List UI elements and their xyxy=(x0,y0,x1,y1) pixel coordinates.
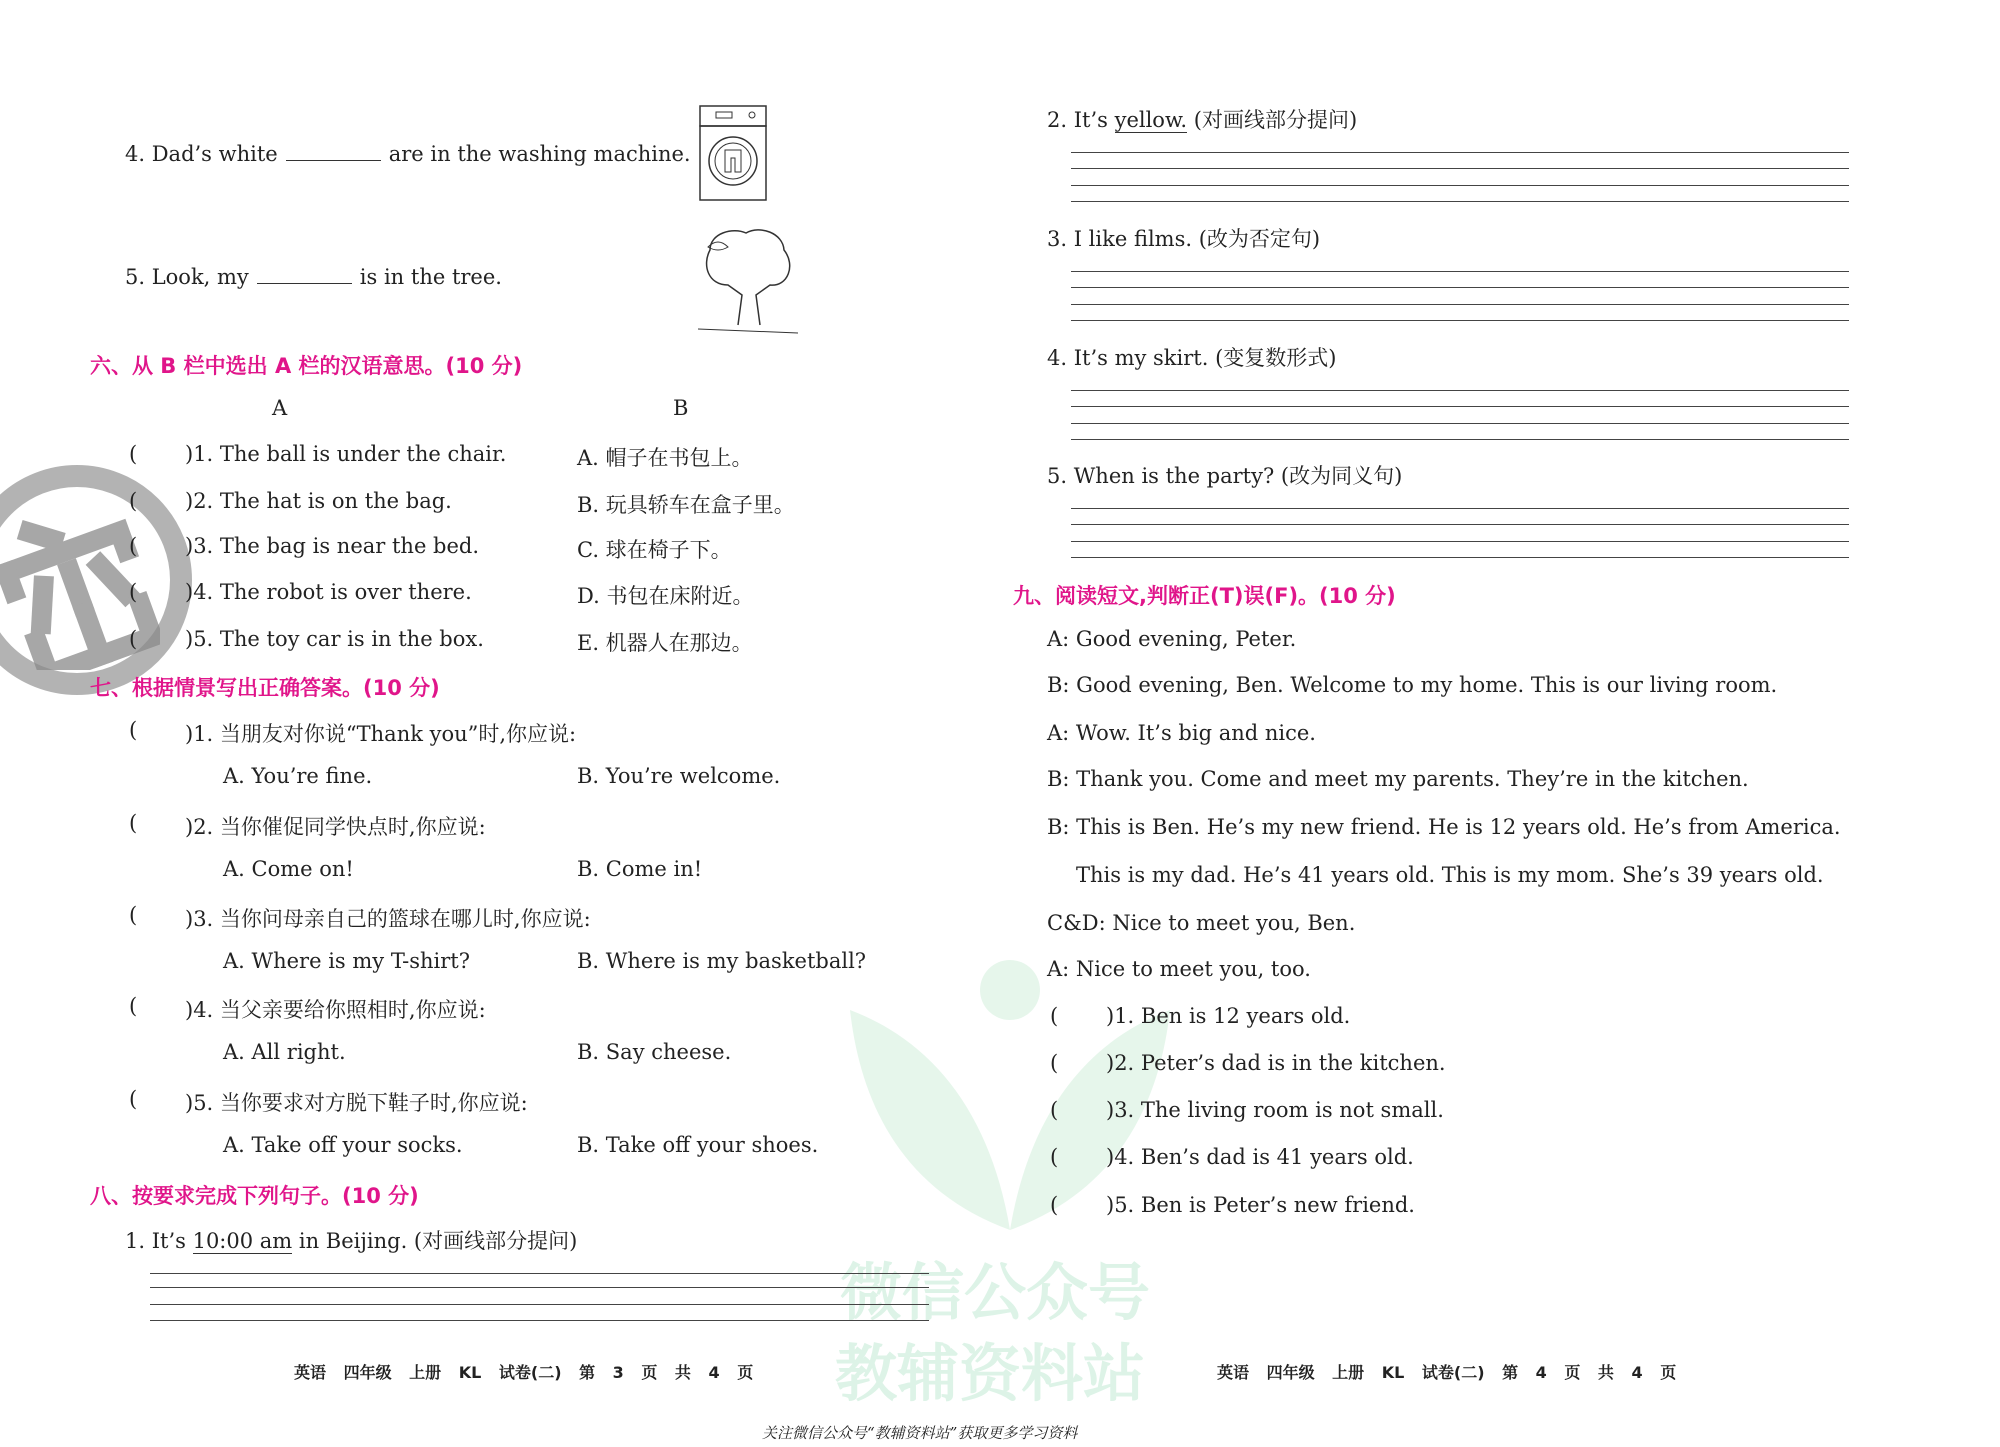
answer-paren[interactable]: ( xyxy=(129,627,138,651)
writing-line[interactable] xyxy=(1071,168,1849,169)
writing-line[interactable] xyxy=(150,1287,929,1288)
option-a: A. You’re fine. xyxy=(223,764,373,788)
dialog-line: B: Thank you. Come and meet my parents. They’re in the kitchen. xyxy=(1047,767,1749,791)
match-item-b: B. 玩具轿车在盒子里。 xyxy=(577,493,795,517)
answer-paren[interactable]: ( xyxy=(129,580,138,604)
left-page-footer: 英语 四年级 上册 KL 试卷(二) 第 3 页 共 4 页 xyxy=(294,1363,754,1382)
match-item-a: )2. The hat is on the bag. xyxy=(185,489,452,513)
section-6-title: 六、从 B 栏中选出 A 栏的汉语意思。(10 分) xyxy=(90,354,523,378)
option-a: A. All right. xyxy=(223,1040,346,1064)
match-item-a: )5. The toy car is in the box. xyxy=(185,627,484,651)
writing-line[interactable] xyxy=(1071,541,1849,542)
answer-paren[interactable]: ( xyxy=(129,442,138,466)
match-item-a: )4. The robot is over there. xyxy=(185,580,472,604)
watermark-line1: 微信公众号 xyxy=(840,1256,1151,1329)
answer-paren[interactable]: ( xyxy=(1050,1193,1059,1217)
situation-question: )5. 当你要求对方脱下鞋子时,你应说: xyxy=(185,1091,528,1115)
writing-line[interactable] xyxy=(1071,271,1849,272)
option-b: B. You’re welcome. xyxy=(577,764,781,788)
match-item-b: D. 书包在床附近。 xyxy=(577,584,754,608)
answer-paren[interactable]: ( xyxy=(1050,1145,1059,1169)
writing-line[interactable] xyxy=(1071,320,1849,321)
match-item-a: )1. The ball is under the chair. xyxy=(185,442,507,466)
bottom-note: 关注微信公众号“教辅资料站”获取更多学习资料 xyxy=(762,1424,1078,1442)
dialog-line: C&D: Nice to meet you, Ben. xyxy=(1047,911,1356,935)
writing-line[interactable] xyxy=(150,1273,929,1274)
watermark-line2: 教辅资料站 xyxy=(835,1337,1146,1410)
dialog-line: A: Wow. It’s big and nice. xyxy=(1047,721,1316,745)
writing-line[interactable] xyxy=(1071,287,1849,288)
writing-line[interactable] xyxy=(1071,185,1849,186)
option-b: B. Take off your shoes. xyxy=(577,1133,819,1157)
situation-question: )1. 当朋友对你说“Thank you”时,你应说: xyxy=(185,722,577,746)
right-q5: 5. When is the party? (改为同义句) xyxy=(1047,464,1403,488)
section-9-title: 九、阅读短文,判断正(T)误(F)。(10 分) xyxy=(1013,584,1396,608)
tf-question: )1. Ben is 12 years old. xyxy=(1106,1004,1351,1028)
writing-line[interactable] xyxy=(1071,390,1849,391)
right-q4: 4. It’s my skirt. (变复数形式) xyxy=(1047,346,1337,370)
option-a: A. Take off your socks. xyxy=(223,1133,463,1157)
tree-with-hat-icon xyxy=(698,225,798,335)
writing-line[interactable] xyxy=(1071,439,1849,440)
section-8-title: 八、按要求完成下列句子。(10 分) xyxy=(90,1184,419,1208)
option-b: B. Where is my basketball? xyxy=(577,949,867,973)
option-a: A. Come on! xyxy=(223,857,354,881)
writing-line[interactable] xyxy=(1071,406,1849,407)
writing-line[interactable] xyxy=(1071,304,1849,305)
option-a: A. Where is my T-shirt? xyxy=(223,949,470,973)
situation-question: )2. 当你催促同学快点时,你应说: xyxy=(185,815,486,839)
answer-paren[interactable]: ( xyxy=(129,489,138,513)
answer-paren[interactable]: ( xyxy=(1050,1098,1059,1122)
right-page-footer: 英语 四年级 上册 KL 试卷(二) 第 4 页 共 4 页 xyxy=(1217,1363,1677,1382)
dialog-line: A: Nice to meet you, too. xyxy=(1047,957,1311,981)
match-item-b: A. 帽子在书包上。 xyxy=(577,446,753,470)
section-8-q1: 1. It’s 10:00 am in Beijing. (对画线部分提问) xyxy=(125,1229,578,1253)
writing-line[interactable] xyxy=(150,1304,929,1305)
option-b: B. Say cheese. xyxy=(577,1040,732,1064)
writing-line[interactable] xyxy=(1071,524,1849,525)
answer-paren[interactable]: ( xyxy=(1050,1051,1059,1075)
writing-line[interactable] xyxy=(150,1320,929,1321)
column-a-header: A xyxy=(272,396,288,420)
answer-blank[interactable] xyxy=(286,140,381,161)
dialog-line: A: Good evening, Peter. xyxy=(1047,627,1297,651)
match-item-a: )3. The bag is near the bed. xyxy=(185,534,480,558)
tf-question: )5. Ben is Peter’s new friend. xyxy=(1106,1193,1415,1217)
situation-question: )4. 当父亲要给你照相时,你应说: xyxy=(185,998,486,1022)
section-7-title: 七、根据情景写出正确答案。(10 分) xyxy=(90,676,440,700)
writing-line[interactable] xyxy=(1071,423,1849,424)
answer-paren[interactable]: ( xyxy=(129,718,138,742)
answer-blank[interactable] xyxy=(257,263,352,284)
tf-question: )2. Peter’s dad is in the kitchen. xyxy=(1106,1051,1446,1075)
left-q4: 4. Dad’s white are in the washing machine. xyxy=(125,142,691,166)
column-b-header: B xyxy=(673,396,689,420)
left-q5: 5. Look, my is in the tree. xyxy=(125,265,502,289)
answer-paren[interactable]: ( xyxy=(1050,1004,1059,1028)
answer-paren[interactable]: ( xyxy=(129,994,138,1018)
writing-line[interactable] xyxy=(1071,557,1849,558)
tf-question: )3. The living room is not small. xyxy=(1106,1098,1444,1122)
answer-paren[interactable]: ( xyxy=(129,1087,138,1111)
tf-question: )4. Ben’s dad is 41 years old. xyxy=(1106,1145,1414,1169)
right-q3: 3. I like films. (改为否定句) xyxy=(1047,227,1321,251)
answer-paren[interactable]: ( xyxy=(129,811,138,835)
washing-machine-icon xyxy=(698,104,768,204)
dialog-line: This is my dad. He’s 41 years old. This is my mom. She’s 39 years old. xyxy=(1076,863,1824,887)
dialog-line: B: This is Ben. He’s my new friend. He is 12 years old. He’s from America. xyxy=(1047,815,1841,839)
writing-line[interactable] xyxy=(1071,201,1849,202)
right-q2: 2. It’s yellow. (对画线部分提问) xyxy=(1047,108,1358,132)
dialog-line: B: Good evening, Ben. Welcome to my home. This is our living room. xyxy=(1047,673,1778,697)
match-item-b: C. 球在椅子下。 xyxy=(577,538,732,562)
answer-paren[interactable]: ( xyxy=(129,903,138,927)
answer-paren[interactable]: ( xyxy=(129,534,138,558)
match-item-b: E. 机器人在那边。 xyxy=(577,631,753,655)
option-b: B. Come in! xyxy=(577,857,703,881)
situation-question: )3. 当你问母亲自己的篮球在哪儿时,你应说: xyxy=(185,907,591,931)
writing-line[interactable] xyxy=(1071,508,1849,509)
writing-line[interactable] xyxy=(1071,152,1849,153)
